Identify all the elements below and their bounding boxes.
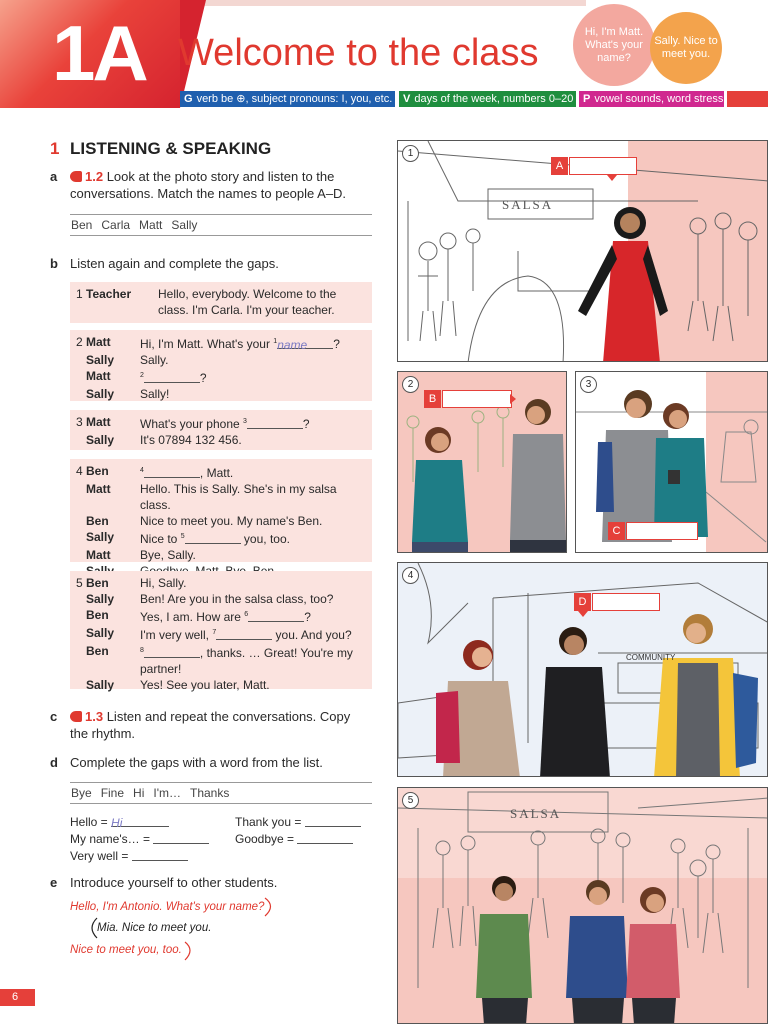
dialogue-line <box>140 414 366 432</box>
dialogue-line: It's 07894 132 456. <box>140 433 242 447</box>
gap-7[interactable] <box>216 628 272 640</box>
dialogue-number: 3 <box>76 415 83 429</box>
names-box-item: Carla <box>101 218 131 232</box>
gap-6[interactable] <box>248 610 304 622</box>
label-letter: C <box>608 522 625 540</box>
section-title: LISTENING & SPEAKING <box>70 139 272 158</box>
speaker: Sally <box>86 530 115 544</box>
gap-number: 2 <box>140 372 144 379</box>
dialogue-2 <box>70 330 372 401</box>
question-c <box>70 708 370 742</box>
line-text: Hi, I'm Matt. What's your <box>140 337 274 351</box>
dialogue-line <box>140 643 366 677</box>
gap-prompt: Thank you = <box>235 815 305 829</box>
story-panel-3 <box>575 371 768 553</box>
question-c-text: Listen and repeat the conversations. Copy the rhythm. <box>70 709 351 741</box>
gap-number: 8 <box>140 647 144 654</box>
pronunciation-tag-letter: P <box>583 93 591 105</box>
speaker: Ben <box>86 576 109 590</box>
label-blank[interactable] <box>569 157 637 175</box>
panel-5-illustration <box>398 788 768 1024</box>
names-box-item: Sally <box>171 218 198 232</box>
line-text: ? <box>304 610 311 624</box>
gap-5[interactable] <box>185 532 241 544</box>
tag-end-bar <box>727 91 768 107</box>
salsa-sign-text: SALSA <box>502 197 554 212</box>
dialogue-line: Ben! Are you in the salsa class, too? <box>140 592 334 606</box>
question-e-letter: e <box>50 875 58 890</box>
section-number: 1 <box>50 139 60 158</box>
line-text: ? <box>302 417 310 431</box>
word-list-box <box>70 782 372 804</box>
salsa-sign-text: SALSA <box>510 806 562 821</box>
word-list-item: I'm… <box>153 786 181 800</box>
gap-number: 1 <box>273 338 278 345</box>
word-list-item: Bye <box>71 786 92 800</box>
pronunciation-tag <box>579 91 724 107</box>
dialogue-line <box>140 625 366 643</box>
unit-number: 1A <box>52 9 146 97</box>
vocabulary-tag-letter: V <box>403 93 411 105</box>
gap-d-3[interactable] <box>153 832 209 844</box>
word-list-item: Thanks <box>190 786 230 800</box>
names-box-item: Ben <box>71 218 93 232</box>
speaker: Matt <box>86 482 111 496</box>
label-letter: A <box>551 157 568 175</box>
dialogue-4 <box>70 459 372 562</box>
dialogue-line: Nice to meet you. My name's Ben. <box>140 514 323 528</box>
speech-bubble-2: Sally. Nice to meet you. <box>650 12 722 84</box>
speaker: Ben <box>86 608 109 622</box>
speaker: Ben <box>86 464 109 478</box>
speaker: Sally <box>86 592 115 606</box>
speaker: Matt <box>86 335 111 349</box>
audio-track-1-3[interactable]: 1.3 <box>85 709 104 724</box>
panel-number: 5 <box>402 792 419 809</box>
gap-d-2[interactable] <box>305 815 361 827</box>
page-number: 6 <box>0 989 35 1006</box>
answer-label-c[interactable] <box>608 522 698 540</box>
gap-number: 3 <box>243 418 247 425</box>
panel-number: 4 <box>402 567 419 584</box>
gap-d-5[interactable] <box>132 849 188 861</box>
label-pointer-icon <box>578 611 588 617</box>
grammar-tag <box>180 91 395 107</box>
example-line-1: Hello, I'm Antonio. What's your name? <box>70 901 265 913</box>
gap-number: 7 <box>212 629 217 636</box>
speaker: Ben <box>86 644 109 658</box>
speech-bracket-icon <box>86 916 100 940</box>
speaker: Sally <box>86 433 115 447</box>
example-line-2: Mia. Nice to meet you. <box>97 922 212 934</box>
dialogue-line <box>140 529 366 547</box>
gap-prompt: Goodbye = <box>235 832 298 846</box>
gap-2[interactable] <box>144 371 200 383</box>
panel-number: 3 <box>580 376 597 393</box>
dialogue-line <box>140 607 366 625</box>
dialogue-3 <box>70 410 372 450</box>
line-text: What's your phone <box>140 417 244 431</box>
line-text: , Matt. <box>199 466 234 480</box>
answer-label-b[interactable] <box>424 390 512 408</box>
label-blank[interactable] <box>626 522 698 540</box>
dialogue-line: Hello. This is Sally. She's in my salsa class. <box>140 482 337 512</box>
gap-number: 6 <box>244 611 249 618</box>
line-text: I'm very well, <box>140 628 213 642</box>
word-list-item: Hi <box>133 786 145 800</box>
panel-number: 2 <box>402 376 419 393</box>
story-panel-4 <box>397 562 768 777</box>
dialogue-line: Yes! See you later, Matt. <box>140 678 270 692</box>
vocabulary-tag-text: days of the week, numbers 0–20 <box>414 93 574 105</box>
question-b-letter: b <box>50 256 58 271</box>
audio-track-1-2[interactable]: 1.2 <box>85 169 104 184</box>
dialogue-line: Bye, Sally. <box>140 548 196 562</box>
dialogue-line: Sally. <box>140 353 169 367</box>
gap-1[interactable]: name <box>277 337 333 349</box>
pronunciation-tag-text: vowel sounds, word stress <box>594 93 724 105</box>
gap-prompt: Very well = <box>70 849 132 863</box>
speech-bubble-1: Hi, I'm Matt. What's your name? <box>573 4 655 86</box>
vocabulary-tag <box>399 91 576 107</box>
speaker: Sally <box>86 353 115 367</box>
dialogue-line <box>140 368 366 386</box>
names-box-item: Matt <box>139 218 163 232</box>
question-a-letter: a <box>50 169 58 184</box>
story-panel-1 <box>397 140 768 362</box>
gap-number: 4 <box>140 467 144 474</box>
dialogue-number: 4 <box>76 464 83 478</box>
line-text: ? <box>199 371 207 385</box>
speaker: Matt <box>86 548 111 562</box>
label-letter: B <box>424 390 441 408</box>
label-letter: D <box>574 593 591 611</box>
speaker: Sally <box>86 626 115 640</box>
answer-label-d[interactable] <box>574 593 660 611</box>
community-sign-text: COMMUNITY <box>626 653 676 662</box>
gap-prompt: Hello = <box>70 815 112 829</box>
question-a <box>70 168 370 202</box>
gap-prompt: My name's… = <box>70 832 154 846</box>
line-text: ? <box>333 337 340 351</box>
dialogue-line: Hi, Sally. <box>140 576 187 590</box>
question-b-text: Listen again and complete the gaps. <box>70 256 279 271</box>
speaker: Teacher <box>86 287 132 301</box>
label-blank[interactable] <box>592 593 660 611</box>
dialogue-line: Sally! <box>140 387 170 401</box>
gap-d-4[interactable] <box>297 832 353 844</box>
dialogue-1 <box>70 282 372 323</box>
line-text: Yes, I am. How are <box>140 610 245 624</box>
line-text: you, too. <box>240 532 290 546</box>
dialogue-5 <box>70 571 372 692</box>
question-c-letter: c <box>50 709 58 724</box>
line-text: , thanks. … Great! You're my partner! <box>140 646 353 676</box>
header-top-strip <box>186 0 586 6</box>
speaker: Matt <box>86 415 111 429</box>
question-a-text: Look at the photo story and listen to the conversations. Match the names to people A–D. <box>70 169 347 201</box>
speaker: Ben <box>86 514 109 528</box>
question-d-letter: d <box>50 755 58 770</box>
panel-number: 1 <box>402 145 419 162</box>
answer-label-a[interactable] <box>551 157 637 175</box>
label-pointer-icon <box>607 175 617 181</box>
gap-d-1[interactable]: Hi <box>111 815 169 827</box>
question-e-text: Introduce yourself to other students. <box>70 875 278 890</box>
word-list-item: Fine <box>100 786 125 800</box>
dialogue-line <box>140 334 366 352</box>
story-panel-5 <box>397 787 768 1024</box>
dialogue-number: 1 <box>76 287 83 301</box>
page-title: Welcome to the class <box>178 32 539 74</box>
line-text: you. And you? <box>272 628 352 642</box>
label-pointer-icon <box>510 394 521 404</box>
dialogue-line <box>140 463 366 481</box>
story-panel-2 <box>397 371 567 553</box>
dialogue-number: 2 <box>76 335 83 349</box>
speech-bracket-icon <box>260 896 280 918</box>
speaker: Sally <box>86 678 115 692</box>
audio-icon[interactable] <box>70 711 82 722</box>
dialogue-line: Hello, everybody. Welcome to the class. I'm Carla. I'm your teacher. <box>158 287 337 317</box>
gap-3[interactable] <box>247 417 303 429</box>
speech-bracket-icon <box>182 940 196 962</box>
dialogue-number: 5 <box>76 576 83 590</box>
line-text: Nice to <box>140 532 181 546</box>
gap-exercise-d <box>70 814 370 865</box>
gap-8[interactable] <box>144 646 200 658</box>
names-box <box>70 214 372 236</box>
label-blank[interactable] <box>442 390 512 408</box>
speaker: Matt <box>86 369 111 383</box>
example-line-3: Nice to meet you, too. <box>70 944 182 956</box>
grammar-tag-letter: G <box>184 93 193 105</box>
speaker: Sally <box>86 387 115 401</box>
grammar-tag-text: verb be ⊕, subject pronouns: I, you, etc. <box>196 93 393 105</box>
question-d-text: Complete the gaps with a word from the list. <box>70 755 323 770</box>
gap-number: 5 <box>180 533 185 540</box>
gap-4[interactable] <box>144 466 200 478</box>
audio-icon[interactable] <box>70 171 82 182</box>
